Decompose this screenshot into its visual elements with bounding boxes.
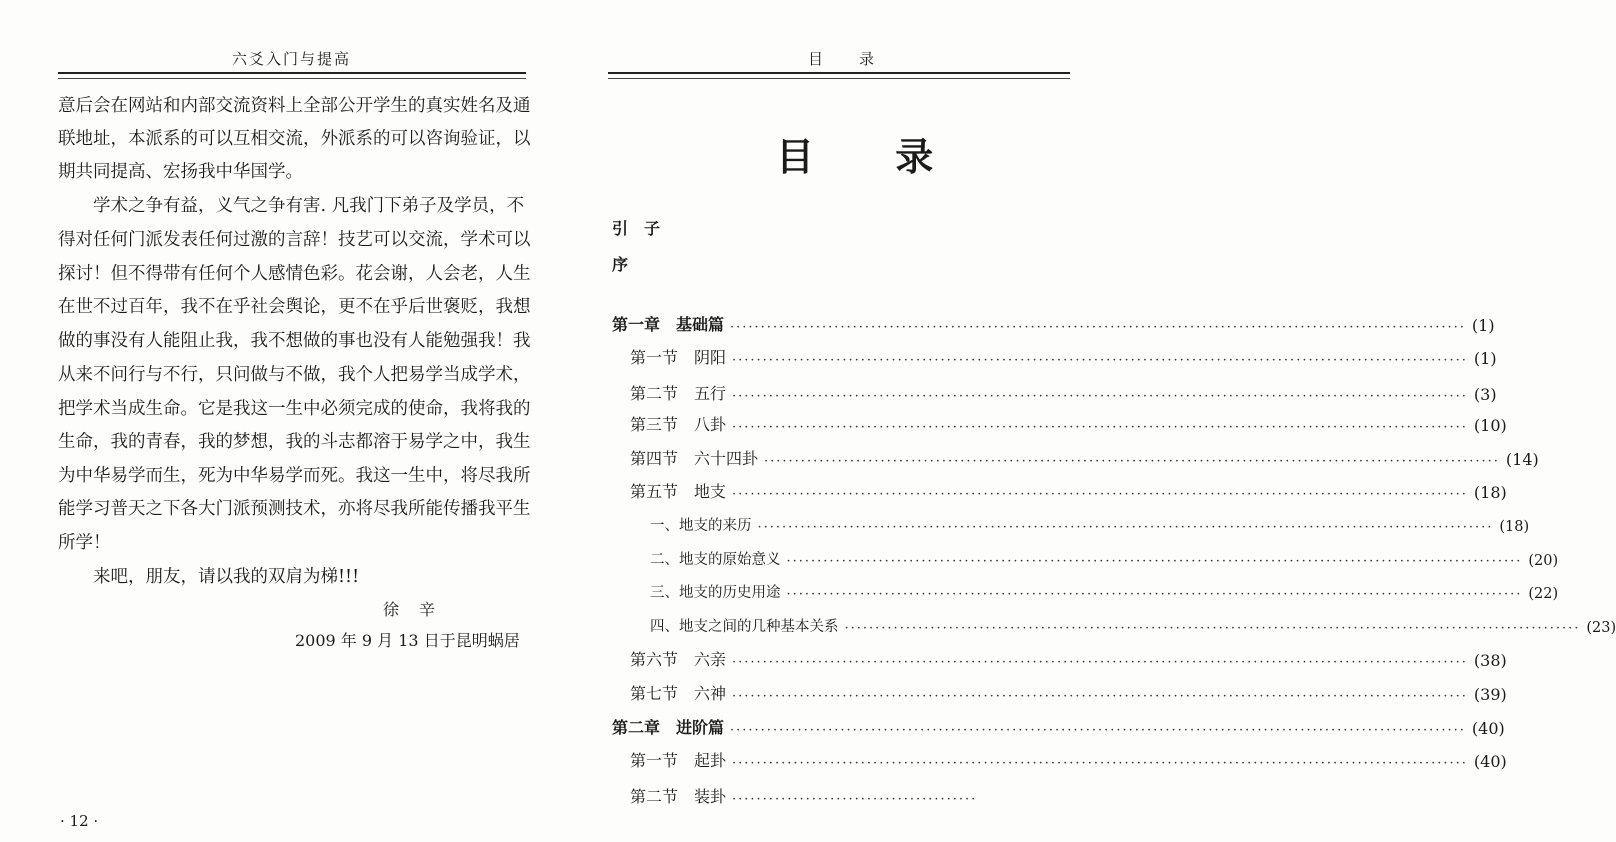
leader-dots: ························································································································ — [730, 320, 1466, 335]
toc-entry[interactable] — [612, 612, 1616, 636]
page-number: · 12 · — [60, 812, 99, 830]
toc-entry-label: 第六节 六亲 — [630, 650, 727, 669]
toc-entry[interactable] — [612, 714, 1505, 738]
toc-entry-label: 第五节 地支 — [630, 482, 727, 501]
toc-entry[interactable] — [612, 344, 1497, 368]
leader-dots: ························································································································ — [732, 655, 1468, 670]
leader-dots: ························································································································ — [764, 454, 1500, 469]
toc-entry-label: 第三节 八卦 — [630, 415, 727, 434]
leader-dots: ························································································································ — [844, 621, 1581, 636]
toc-entry-label: 第一节 起卦 — [630, 751, 727, 770]
leader-dots: ························································································································ — [732, 756, 1468, 771]
toc-entry-page: (23) — [1586, 620, 1616, 636]
text-line: 为中华易学而生，死为中华易学而死。我这一生中，将尽我所 — [58, 466, 531, 486]
text-line: 能学习普天之下各大门派预测技术，亦将尽我所能传播我平生 — [58, 499, 531, 519]
text-line: 来吧，朋友，请以我的双肩为梯!!! — [93, 567, 360, 587]
toc-entry[interactable] — [612, 545, 1559, 569]
toc-entry-label: 四、地支之间的几种基本关系 — [650, 619, 839, 635]
leader-dots: ························································································································ — [786, 587, 1523, 602]
header-rule-left — [58, 72, 526, 79]
toc-entry[interactable] — [612, 646, 1507, 670]
toc-entry-page: (40) — [1473, 752, 1507, 771]
header-rule-right — [608, 72, 1070, 79]
toc-entry-page: (39) — [1473, 685, 1507, 704]
leader-dots: ························································································································ — [786, 554, 1523, 569]
toc-entry-label: 三、地支的历史用途 — [650, 585, 781, 601]
toc-entry-label: 一、地支的来历 — [650, 518, 752, 534]
leader-dots: ························································································································ — [732, 389, 1468, 404]
toc-entry[interactable] — [612, 311, 1495, 335]
front-matter-foreword: 序 — [612, 255, 629, 274]
toc-entry-label: 第四节 六十四卦 — [630, 449, 759, 468]
front-matter-preface: 引 子 — [612, 219, 661, 238]
toc-entry[interactable] — [612, 380, 1497, 404]
toc-entry[interactable] — [612, 411, 1507, 435]
leader-dots: ························································································································ — [757, 520, 1494, 535]
author-signature: 徐 辛 — [383, 600, 438, 619]
toc-entry[interactable] — [612, 783, 1074, 807]
toc-title: 目 录 — [776, 134, 938, 179]
leader-dots: ························································································································ — [732, 689, 1468, 704]
toc-entry[interactable] — [612, 445, 1539, 469]
leader-dots: ························································································································ — [730, 723, 1466, 738]
text-line: 探讨！但不得带有任何个人感情色彩。花会谢，人会老，人生 — [58, 264, 531, 284]
toc-entry[interactable] — [612, 680, 1507, 704]
toc-entry-label: 第七节 六神 — [630, 684, 727, 703]
text-line: 生命，我的青春，我的梦想，我的斗志都溶于易学之中，我生 — [58, 432, 531, 452]
text-line: 做的事没有人能阻止我，我不想做的事也没有人能勉强我！我 — [58, 331, 531, 351]
text-line: 意后会在网站和内部交流资料上全部公开学生的真实姓名及通 — [58, 96, 531, 116]
running-header-right: 目 录 — [808, 50, 877, 68]
text-line: 从来不问行与不行，只问做与不做，我个人把易学当成学术， — [58, 365, 531, 385]
toc-entry-label: 第二节 五行 — [630, 384, 727, 403]
text-line: 得对任何门派发表任何过激的言辞！技艺可以交流，学术可以 — [58, 230, 531, 250]
text-line: 在世不过百年，我不在乎社会舆论，更不在乎后世褒贬，我想 — [58, 297, 531, 317]
leader-dots: ········································ — [732, 792, 978, 807]
toc-entry-label: 二、地支的原始意义 — [650, 552, 781, 568]
leader-dots: ························································································································ — [732, 353, 1468, 368]
text-line: 期共同提高、宏扬我中华国学。 — [58, 162, 303, 182]
leader-dots: ························································································································ — [732, 487, 1468, 502]
text-line: 学术之争有益，义气之争有害. 凡我门下弟子及学员，不 — [93, 196, 525, 216]
toc-entry[interactable] — [612, 478, 1507, 502]
toc-entry-page: (38) — [1473, 651, 1507, 670]
leader-dots: ························································································································ — [732, 420, 1468, 435]
toc-entry-page: (18) — [1499, 519, 1530, 535]
toc-entry-page: (40) — [1471, 719, 1505, 738]
text-line: 联地址，本派系的可以互相交流，外派系的可以咨询验证，以 — [58, 129, 531, 149]
toc-entry[interactable] — [612, 578, 1559, 602]
toc-entry-label: 第一节 阴阳 — [630, 348, 727, 367]
toc-entry-page: (1) — [1471, 316, 1495, 335]
toc-entry-page: (14) — [1505, 450, 1539, 469]
toc-entry[interactable] — [612, 511, 1530, 535]
toc-entry[interactable] — [612, 747, 1507, 771]
text-line: 把学术当成生命。它是我这一生中必须完成的使命，我将我的 — [58, 399, 531, 419]
toc-entry-page: (18) — [1473, 483, 1507, 502]
toc-entry-label: 第二节 装卦 — [630, 787, 727, 806]
text-line: 所学！ — [58, 533, 111, 553]
toc-entry-page: (10) — [1473, 416, 1507, 435]
toc-entry-page: (3) — [1473, 385, 1497, 404]
toc-entry-label: 第二章 进阶篇 — [612, 718, 725, 737]
date-place: 2009 年 9 月 13 日于昆明蜗居 — [295, 631, 520, 650]
toc-entry-page: (22) — [1528, 586, 1559, 602]
toc-entry-page: (1) — [1473, 349, 1497, 368]
toc-entry-label: 第一章 基础篇 — [612, 315, 725, 334]
running-header-left: 六爻入门与提高 — [232, 50, 352, 68]
toc-entry-page: (20) — [1528, 553, 1559, 569]
